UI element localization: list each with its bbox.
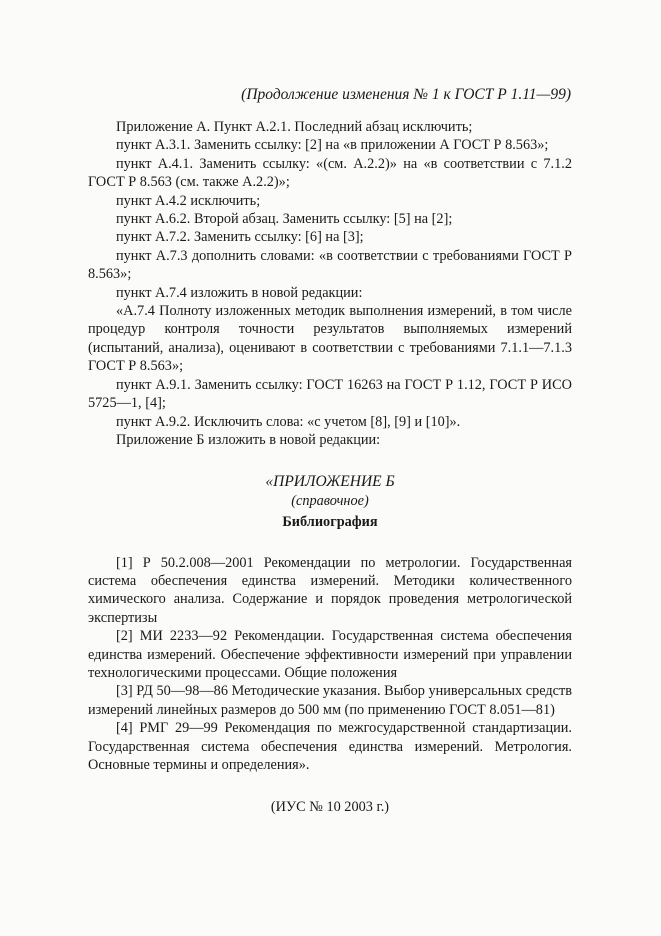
- paragraph-5: пункт А.6.2. Второй абзац. Заменить ссылку: [5] на [2];: [116, 211, 453, 228]
- bibliography-heading: Библиография: [282, 514, 378, 531]
- footer-source-note: (ИУС № 10 2003 г.): [270, 799, 390, 816]
- paragraph-8: пункт А.7.4 изложить в новой редакции:: [116, 284, 363, 301]
- paragraph-6: пункт А.7.2. Заменить ссылку: [6] на [3];: [116, 229, 364, 246]
- bibliography-item-2: [2] МИ 2233—92 Рекомендации. Государственная система обеспечения единства измерений. Обеспечение эффективности измерений при управлении технологическими процессами. Общие положения: [88, 628, 572, 681]
- appendix-title: «ПРИЛОЖЕНИЕ Б: [265, 473, 395, 491]
- appendix-subtitle: (справочное): [291, 492, 369, 509]
- paragraph-11: пункт А.9.2. Исключить слова: «с учетом [8], [9] и [10]».: [116, 413, 461, 430]
- bibliography-item-3: [3] РД 50—98—86 Методические указания. Выбор универсальных средств измерений линейных размеров до 500 мм (по применению ГОСТ 8.051—81): [88, 683, 572, 718]
- paragraph-3: пункт А.4.1. Заменить ссылку: «(см. А.2.2)» на «в соответствии с 7.1.2 ГОСТ Р 8.563 (см. также А.2.2)»;: [88, 155, 572, 191]
- bibliography-item-4: [4] РМГ 29—99 Рекомендация по межгосударственной стандартизации. Государственная система обеспечения единства измерений. Метрология. Основные термины и определения».: [88, 720, 572, 773]
- paragraph-9: «А.7.4 Полноту изложенных методик выполнения измерений, в том числе процедур контроля точности результатов выполняемых измерений (испытаний, анализа), оценивают в соответствии с требованиями 7.1.1—7.1.3 ГОСТ Р 8.563»;: [88, 303, 572, 375]
- document-body: [88, 118, 572, 817]
- paragraph-1: Приложение А. Пункт А.2.1. Последний абзац исключить;: [116, 119, 473, 135]
- running-header: (Продолжение изменения № 1 к ГОСТ Р 1.11—99): [241, 86, 571, 103]
- paragraph-7: пункт А.7.3 дополнить словами: «в соответствии с требованиями ГОСТ Р 8.563»;: [88, 247, 572, 283]
- bibliography-item-1: [1] Р 50.2.008—2001 Рекомендации по метрологии. Государственная система обеспечения единства измерений. Методики количественного химического анализа. Содержание и порядок проведения метрологической экспертизы: [88, 554, 572, 626]
- paragraph-2: пункт А.3.1. Заменить ссылку: [2] на «в приложении А ГОСТ Р 8.563»;: [116, 137, 549, 154]
- paragraph-12: Приложение Б изложить в новой редакции:: [116, 431, 381, 448]
- paragraph-10: пункт А.9.1. Заменить ссылку: ГОСТ 16263 на ГОСТ Р 1.12, ГОСТ Р ИСО 5725—1, [4];: [88, 376, 572, 412]
- paragraph-4: пункт А.4.2 исключить;: [116, 192, 261, 209]
